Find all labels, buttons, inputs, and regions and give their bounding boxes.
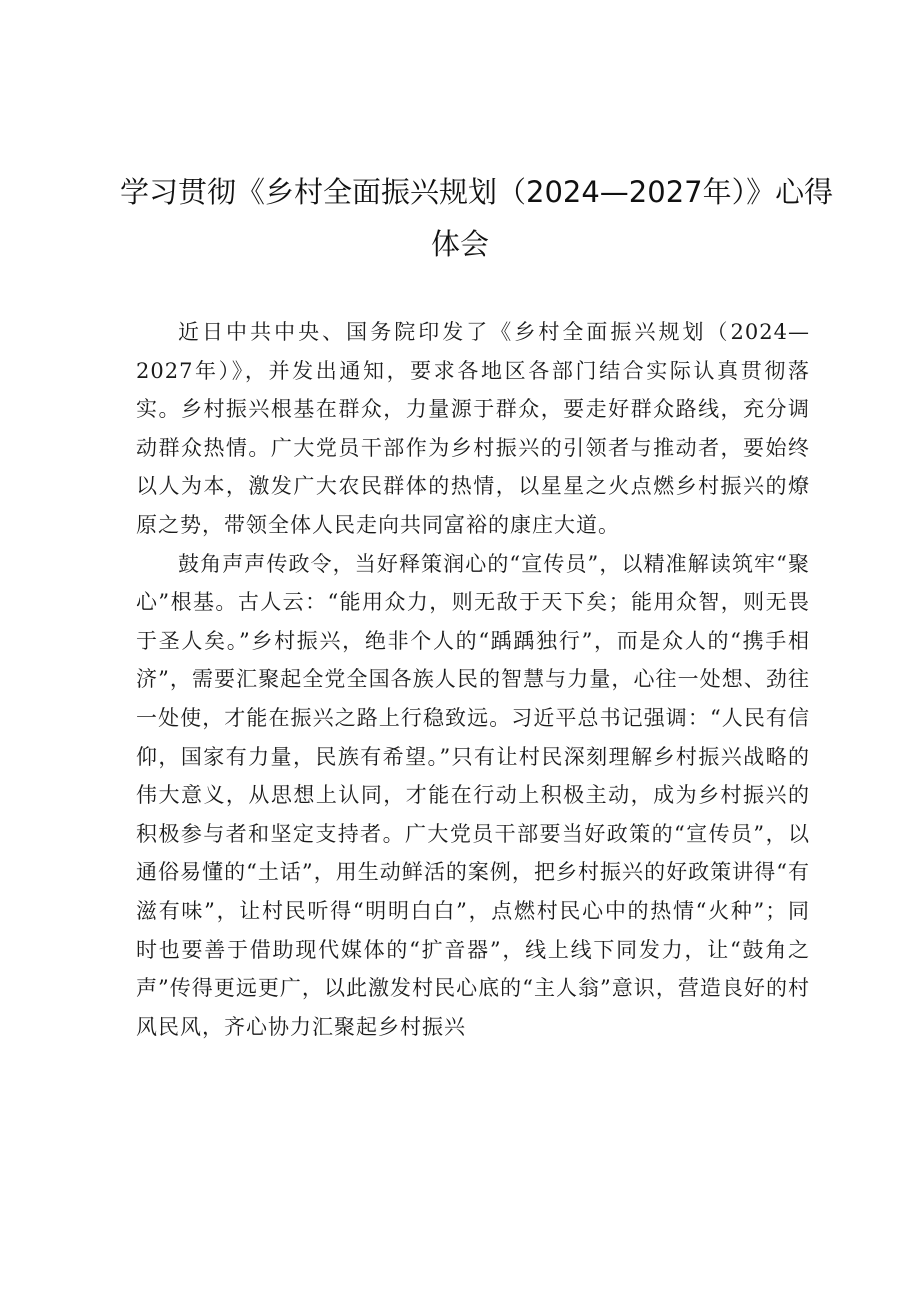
title-line-2: 体会 <box>430 227 489 261</box>
paragraph-1: 近日中共中央、国务院印发了《乡村全面振兴规划（2024—2027年）》，并发出通知，要求各地区各部门结合实际认真贯彻落实。乡村振兴根基在群众，力量源于群众，要走好群众路线，充分调动群众热情。广大党员干部作为乡村振兴的引领者与推动者，要始终以人为本，激发广大农民群体的热情，以星星之火点燃乡村振兴的燎原之势，带领全体人民走向共同富裕的康庄大道。 <box>136 320 810 537</box>
document-title <box>120 166 834 270</box>
paragraph-2: 鼓角声声传政令，当好释策润心的“宣传员”，以精准解读筑牢“聚心”根基。古人云：“能用众力，则无敌于天下矣；能用众智，则无畏于圣人矣。”乡村振兴，绝非个人的“踽踽独行”，而是众人的“携手相济”，需要汇聚起全党全国各族人民的智慧与力量，心往一处想、劲往一处使，才能在振兴之路上行稳致远。习近平总书记强调：“人民有信仰，国家有力量，民族有希望。”只有让村民深刻理解乡村振兴战略的伟大意义，从思想上认同，才能在行动上积极主动，成为乡村振兴的积极参与者和坚定支持者。广大党员干部要当好政策的“宣传员”，以通俗易懂的“土话”，用生动鲜活的案例，把乡村振兴的好政策讲得“有滋有味”，让村民听得“明明白白”，点燃村民心中的热情“火种”；同时也要善于借助现代媒体的“扩音器”，线上线下同发力，让“鼓角之声”传得更远更广，以此激发村民心底的“主人翁”意识，营造良好的村风民风，齐心协力汇聚起乡村振兴 <box>136 551 810 1039</box>
title-line-1: 学习贯彻《乡村全面振兴规划（2024—2027年）》心得 <box>120 175 834 209</box>
document-body <box>136 313 810 1046</box>
